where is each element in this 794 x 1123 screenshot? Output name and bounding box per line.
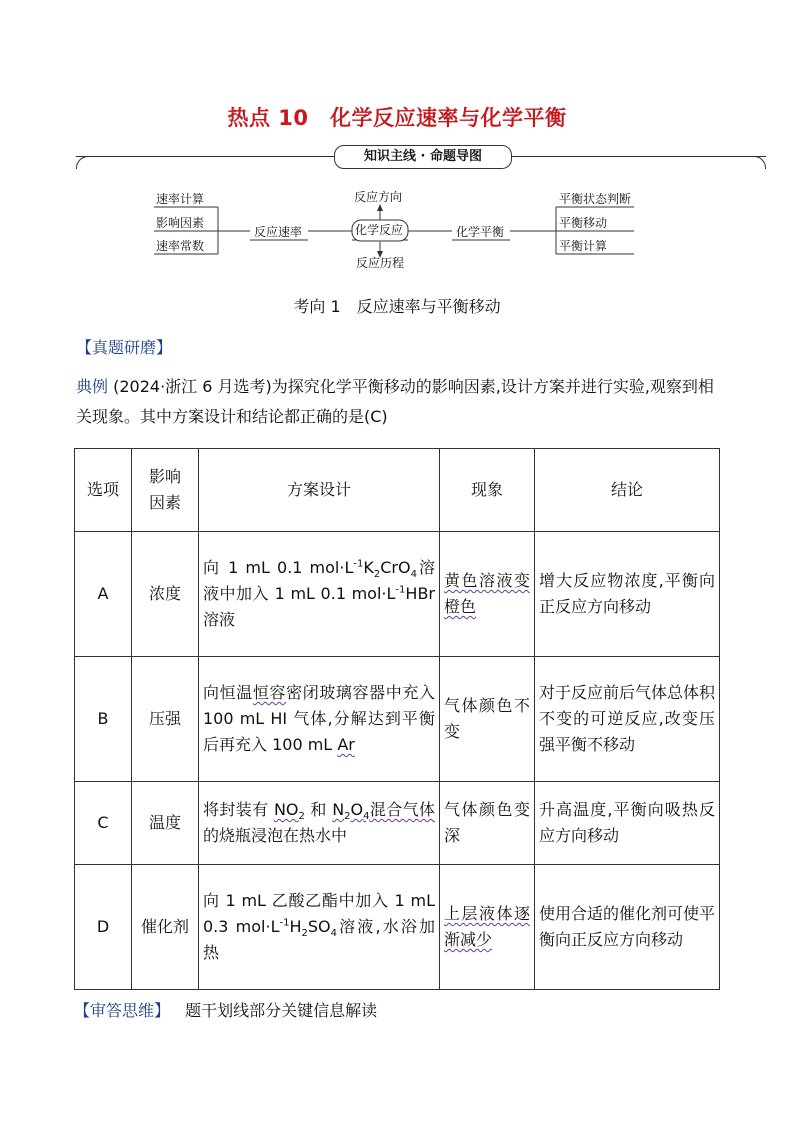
option-cell: D — [75, 865, 132, 990]
table-row — [75, 532, 720, 657]
table-row — [75, 782, 720, 865]
header-cell: 方案设计 — [199, 449, 440, 532]
mindmap-right-item: 平衡计算 — [559, 239, 608, 253]
question-table — [74, 448, 720, 990]
header-cell: 选项 — [75, 449, 132, 532]
page-title: 热点 10 化学反应速率与化学平衡 — [227, 106, 567, 130]
design-cell: 向 1 mL 0.1 $mol\cdot L^{-1}K_2CrO_4$溶液中加入 1 mL 0.1 $mol\cdot L^{-1}HBr$ 溶液 — [199, 532, 440, 657]
header-cell: 结论 — [535, 449, 720, 532]
mindmap-right-item: 平衡状态判断 — [559, 192, 632, 206]
conclusion-cell: 增大反应物浓度,平衡向正反应方向移动 — [535, 532, 720, 657]
mindmap-node-mechanism: 反应历程 — [356, 256, 405, 270]
mindmap-node-center: 化学反应 — [355, 223, 404, 237]
table-header-row — [75, 449, 720, 532]
section-heading: 【审答思维】 — [74, 1001, 171, 1020]
design-cell: 将封装有 $NO_2$ 和 $N_2O_4$混合气体的烧瓶浸泡在热水中 — [199, 782, 440, 865]
conclusion-cell: 对于反应前后气体总体积不变的可逆反应,改变压强平衡不移动 — [535, 657, 720, 782]
section-heading: 【真题研磨】 — [76, 338, 173, 357]
section-banner — [76, 142, 766, 172]
answer-thinking-text: 题干划线部分关键信息解读 — [185, 1001, 378, 1020]
example-text: (2024·浙江 6 月选考)为探究化学平衡移动的影响因素,设计方案并进行实验,观察到相关现象。其中方案设计和结论都正确的是(C) — [76, 377, 714, 426]
option-cell: C — [75, 782, 132, 865]
example-paragraph — [76, 372, 726, 432]
mindmap-node-rate: 反应速率 — [254, 225, 303, 239]
subtitle: 考向 1 反应速率与平衡移动 — [293, 297, 501, 316]
phenomenon-cell: 气体颜色不变 — [440, 657, 535, 782]
answer-thinking — [74, 998, 377, 1021]
mindmap-left-item: 影响因素 — [156, 216, 205, 230]
phenomenon-cell: 上层液体逐渐减少 — [440, 865, 535, 990]
factor-cell: 浓度 — [132, 532, 199, 657]
banner-label: 知识主线 · 命题导图 — [334, 145, 512, 169]
example-lead: 典例 — [76, 377, 109, 396]
option-cell: A — [75, 532, 132, 657]
table-row — [75, 865, 720, 990]
mindmap-node-equilibrium: 化学平衡 — [456, 225, 505, 239]
design-cell: 向恒温恒容密闭玻璃容器中充入 100 mL HI 气体,分解达到平衡后再充入 100 mL Ar — [199, 657, 440, 782]
factor-cell: 催化剂 — [132, 865, 199, 990]
phenomenon-cell: 气体颜色变深 — [440, 782, 535, 865]
table-row — [75, 657, 720, 782]
design-cell: 向 1 mL 乙酸乙酯中加入 1 mL 0.3 $mol\cdot L^{-1}H_2SO_4$溶液,水浴加热 — [199, 865, 440, 990]
mindmap-left-item: 速率常数 — [156, 239, 205, 253]
option-cell: B — [75, 657, 132, 782]
header-cell: 影响因素 — [132, 449, 199, 532]
factor-cell: 温度 — [132, 782, 199, 865]
mindmap-left-item: 速率计算 — [156, 192, 205, 206]
conclusion-cell: 升高温度,平衡向吸热反应方向移动 — [535, 782, 720, 865]
factor-cell: 压强 — [132, 657, 199, 782]
header-cell: 现象 — [440, 449, 535, 532]
conclusion-cell: 使用合适的催化剂可使平衡向正反应方向移动 — [535, 865, 720, 990]
phenomenon-cell: 黄色溶液变橙色 — [440, 532, 535, 657]
mind-map — [150, 182, 640, 274]
mindmap-right-item: 平衡移动 — [559, 216, 608, 230]
mindmap-node-direction: 反应方向 — [354, 190, 403, 204]
